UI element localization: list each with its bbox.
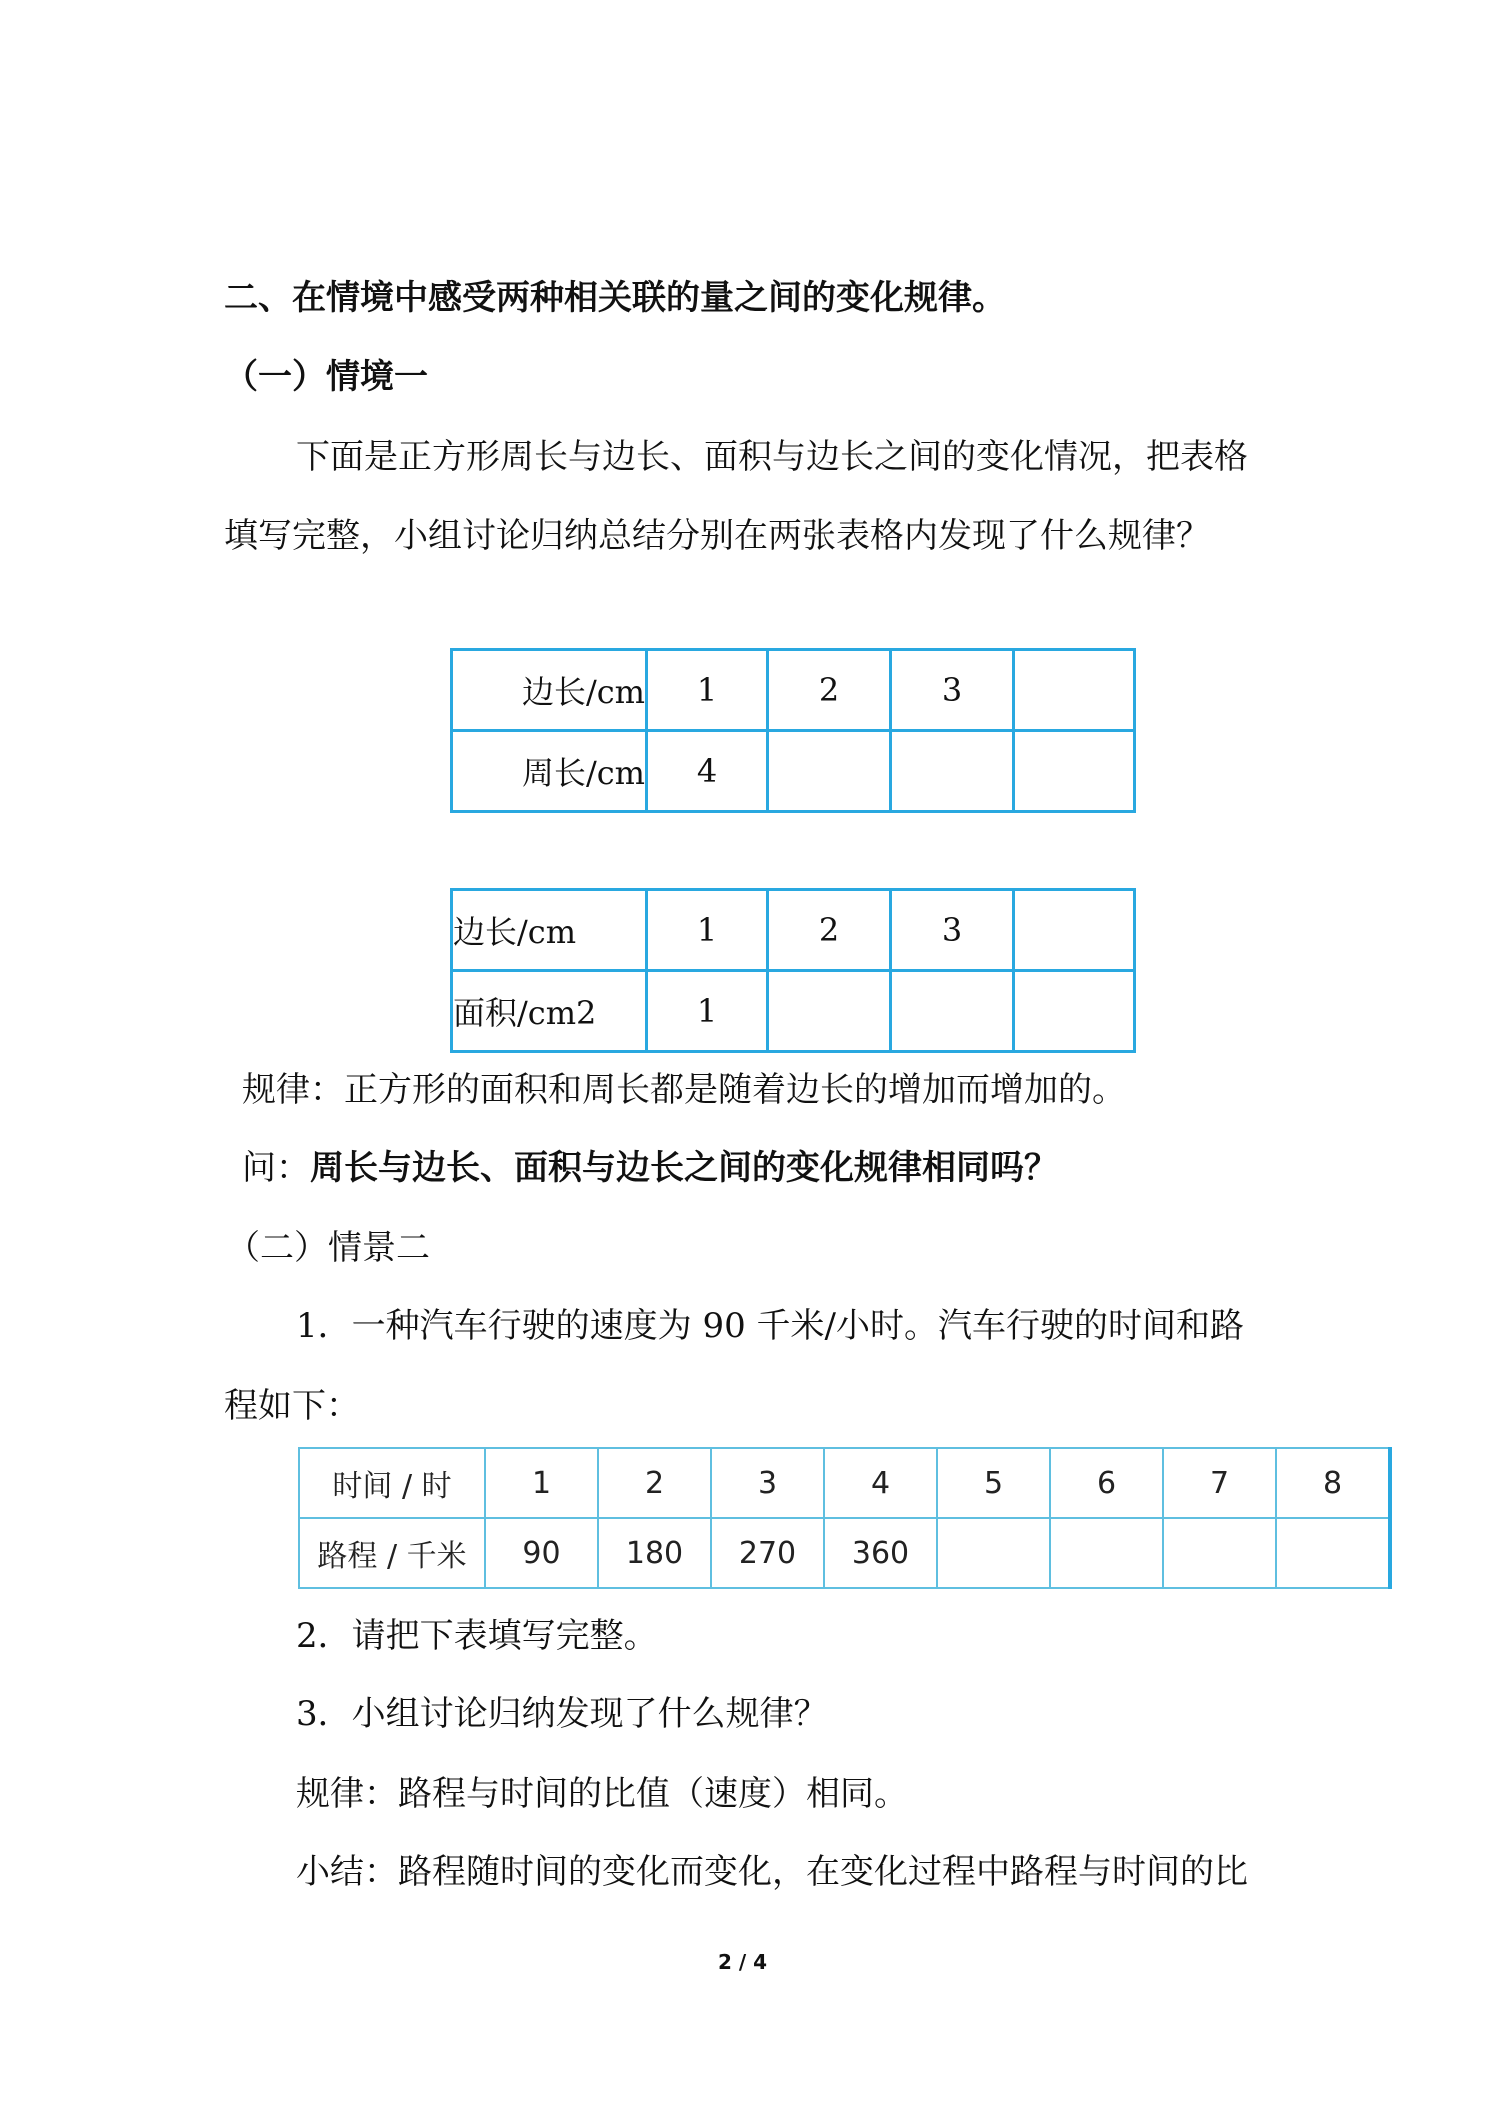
table-cell xyxy=(1014,650,1135,731)
table-cell xyxy=(1163,1518,1276,1588)
table-cell: 360 xyxy=(824,1518,937,1588)
table-cell: 90 xyxy=(485,1518,598,1588)
table-cell: 5 xyxy=(937,1448,1050,1518)
scene1-paragraph-line1: 下面是正方形周长与边长、面积与边长之间的变化情况，把表格 xyxy=(296,437,1248,477)
table-row xyxy=(452,731,1135,812)
table-row xyxy=(299,1448,1390,1518)
table-cell xyxy=(1276,1518,1390,1588)
table-cell xyxy=(1050,1518,1163,1588)
table-row xyxy=(452,890,1135,971)
scene1-rule: 规律：正方形的面积和周长都是随着边长的增加而增加的。 xyxy=(242,1070,1126,1110)
question-text: 周长与边长、面积与边长之间的变化规律相同吗？ xyxy=(310,1148,1058,1188)
table-cell: 2 xyxy=(598,1448,711,1518)
table-cell: 7 xyxy=(1163,1448,1276,1518)
area-table xyxy=(450,888,1136,1053)
table-cell: 路程 / 千米 xyxy=(299,1518,485,1588)
table-cell: 3 xyxy=(891,890,1014,971)
table-cell: 面积/cm2 xyxy=(452,971,647,1052)
table-cell xyxy=(1014,890,1135,971)
table-cell: 1 xyxy=(647,890,768,971)
scene2-rule: 规律：路程与时间的比值（速度）相同。 xyxy=(296,1774,908,1814)
perimeter-table xyxy=(450,648,1136,813)
scene2-summary: 小结：路程随时间的变化而变化，在变化过程中路程与时间的比 xyxy=(296,1852,1248,1892)
scene2-item1-line2: 程如下： xyxy=(224,1386,360,1426)
table-cell: 边长/cm xyxy=(452,890,647,971)
question-prefix: 问： xyxy=(242,1148,310,1188)
table-cell xyxy=(891,731,1014,812)
table-cell: 2 xyxy=(768,650,891,731)
scene2-title: （二）情景二 xyxy=(226,1228,430,1268)
table-cell: 1 xyxy=(647,971,768,1052)
table-cell: 4 xyxy=(647,731,768,812)
table-cell xyxy=(768,731,891,812)
scene2-item3: 3．小组讨论归纳发现了什么规律？ xyxy=(296,1694,828,1734)
table-cell: 3 xyxy=(891,650,1014,731)
section-heading: 二、在情境中感受两种相关联的量之间的变化规律。 xyxy=(224,278,1006,318)
time-distance-table xyxy=(298,1447,1392,1589)
table-cell: 8 xyxy=(1276,1448,1390,1518)
table-cell: 周长/cm xyxy=(452,731,647,812)
table-cell: 180 xyxy=(598,1518,711,1588)
table-cell: 1 xyxy=(485,1448,598,1518)
table-cell: 2 xyxy=(768,890,891,971)
table-row xyxy=(452,971,1135,1052)
table-cell: 边长/cm xyxy=(452,650,647,731)
scene1-paragraph-line2: 填写完整，小组讨论归纳总结分别在两张表格内发现了什么规律？ xyxy=(224,516,1210,556)
table-cell: 4 xyxy=(824,1448,937,1518)
table-cell xyxy=(1014,731,1135,812)
table-row xyxy=(299,1518,1390,1588)
table-cell: 270 xyxy=(711,1518,824,1588)
scene1-question xyxy=(242,1148,1058,1188)
table-cell: 3 xyxy=(711,1448,824,1518)
table-cell: 1 xyxy=(647,650,768,731)
table-cell xyxy=(937,1518,1050,1588)
scene2-item2: 2．请把下表填写完整。 xyxy=(296,1616,658,1656)
table-row xyxy=(452,650,1135,731)
page-number: 2 / 4 xyxy=(718,1950,768,1974)
table-cell xyxy=(891,971,1014,1052)
table-cell: 时间 / 时 xyxy=(299,1448,485,1518)
table-cell xyxy=(768,971,891,1052)
table-cell xyxy=(1014,971,1135,1052)
table-cell: 6 xyxy=(1050,1448,1163,1518)
scene2-item1-line1: 1．一种汽车行驶的速度为 90 千米/小时。汽车行驶的时间和路 xyxy=(296,1306,1244,1346)
scene1-title: （一）情境一 xyxy=(224,357,428,397)
